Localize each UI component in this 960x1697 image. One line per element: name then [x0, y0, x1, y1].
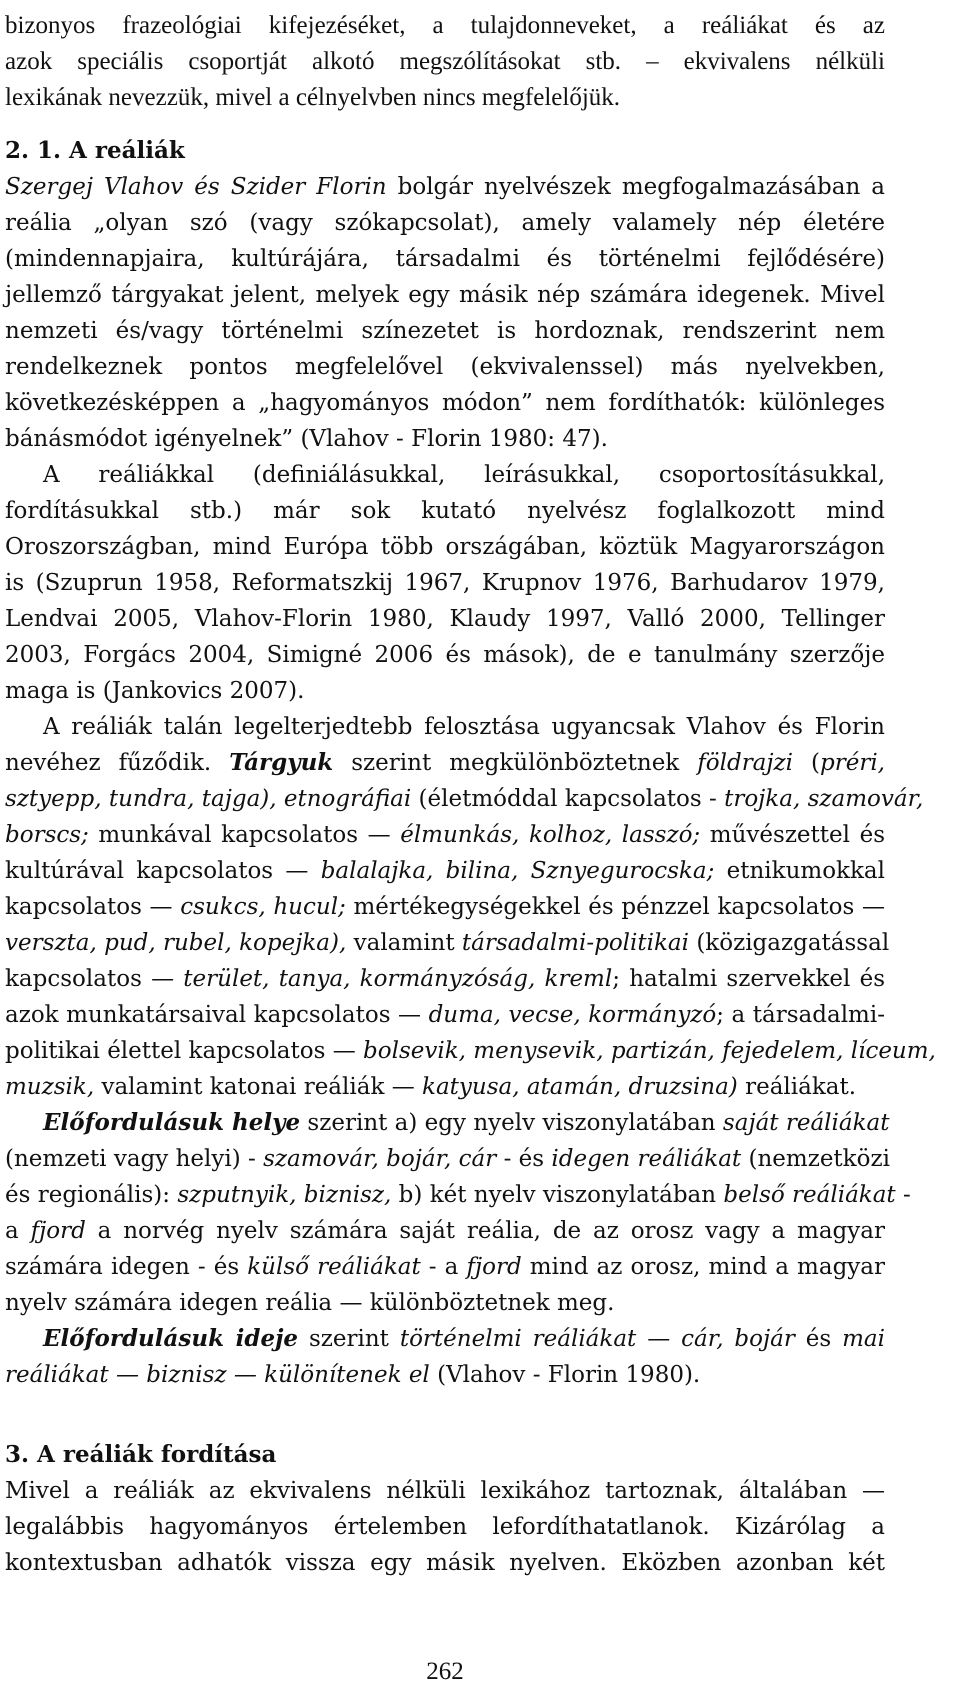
p4-line-5 — [5, 1249, 885, 1285]
term-elofordulasuk-helye: Előfordulásuk helye — [43, 1109, 301, 1136]
p3-l7c: társadalmi-politikai — [461, 930, 690, 956]
p4-l2b: szamovár, bojár, cár — [263, 1146, 497, 1172]
intro-line-3: lexikának nevezzük, mivel a célnyelvben nincs megfelelőjük. — [5, 84, 621, 111]
p2-line-3: Oroszországban, mind Európa több országában, köztük Magyarországon — [5, 534, 885, 560]
p1-line-1-rest: bolgár nyelvészek megfogalmazásában a — [386, 174, 885, 200]
p3-line-4 — [5, 817, 885, 853]
p1-line-2: reália „olyan szó (vagy szókapcsolat), amely valamely nép életére — [5, 210, 885, 236]
p5-line-1 — [5, 1321, 885, 1357]
p3-l11a: muzsik, — [5, 1074, 95, 1100]
p3-l8c: ; hatalmi szervekkel és — [612, 966, 886, 992]
p3-l2f: préri, — [820, 750, 885, 776]
p3-l2a: nevéhez fűződik. — [5, 750, 230, 776]
p3-l9b: duma, vecse, kormányzó — [428, 1002, 717, 1028]
p3-line-2 — [5, 745, 885, 781]
p3-line-8 — [5, 961, 885, 997]
p4-l5d: fjord — [466, 1254, 522, 1280]
p1-line-5: nemzeti és/vagy történelmi színezetet is hordoznak, rendszerint nem — [5, 318, 885, 344]
p3-l8a: kapcsolatos — — [5, 966, 184, 992]
p4-l1b: szerint a) egy nyelv viszonylatában — [300, 1110, 723, 1136]
p5-l1e: mai — [842, 1326, 885, 1352]
s3-line-2: legalábbis hagyományos értelemben lefordíthatatlanok. Kizárólag a — [5, 1514, 885, 1540]
intro-line-2: azok speciális csoportját alkotó megszólításokat stb. – ekvivalens nélküli — [5, 48, 885, 75]
p4-l5b: külső reáliákat — [247, 1254, 421, 1280]
p3-l4a: borscs; — [5, 822, 89, 848]
p3-l11d: reáliákat. — [737, 1074, 857, 1100]
section-heading-3: 3. A reáliák fordítása — [5, 1441, 277, 1468]
p3-l4b: munkával kapcsolatos — — [88, 822, 401, 848]
p4-line-4 — [5, 1213, 885, 1249]
p4-l5a: számára idegen - és — [5, 1254, 248, 1280]
p4-l3b: szputnyik, biznisz, — [177, 1182, 392, 1208]
p5-l2a: reáliákat — biznisz — különítenek el — [5, 1362, 430, 1388]
section-heading-2-1: 2. 1. A reáliák — [5, 137, 185, 164]
p4-l4c: a norvég nyelv számára saját reália, de az orosz vagy a magyar — [85, 1218, 885, 1244]
p2-line-5: Lendvai 2005, Vlahov-Florin 1980, Klaudy 1997, Valló 2000, Tellinger — [5, 606, 885, 632]
p2-line-4: is (Szuprun 1958, Reformatszkij 1967, Krupnov 1976, Barhudarov 1979, — [5, 570, 885, 596]
p3-l3c: trojka, szamovár, — [724, 786, 924, 812]
p1-line-6: rendelkeznek pontos megfelelővel (ekvivalenssel) más nyelvekben, — [5, 354, 885, 380]
p3-l2c: szerint megkülönböztetnek — [333, 750, 698, 776]
s3-line-3: kontextusban adhatók vissza egy másik nyelven. Eközben azonban két — [5, 1550, 885, 1576]
p1-line-1 — [5, 169, 885, 205]
p3-l3a: sztyepp, tundra, tajga), etnográfiai — [5, 786, 412, 812]
term-elofordulasuk-ideje: Előfordulásuk ideje — [43, 1325, 299, 1352]
p1-line-8: bánásmódot igényelnek” (Vlahov - Florin 1980: 47). — [5, 426, 608, 452]
p3-l6b: csukcs, hucul; — [180, 894, 346, 920]
p3-l11c: katyusa, atamán, druzsina) — [422, 1074, 738, 1100]
p5-l1b: szerint — [298, 1326, 400, 1352]
p2-line-6: 2003, Forgács 2004, Simigné 2006 és mások), de e tanulmány szerzője — [5, 642, 885, 668]
p3-l6a: kapcsolatos — — [5, 894, 181, 920]
p5-l1d: és — [794, 1326, 843, 1352]
p4-l5c: - a — [420, 1254, 467, 1280]
s3-line-1: Mivel a reáliák az ekvivalens nélküli lexikához tartoznak, általában — — [5, 1478, 885, 1504]
p4-l3c: b) két nyelv viszonylatában — [391, 1182, 724, 1208]
p3-l8b: terület, tanya, kormányzóság, kreml — [183, 966, 613, 992]
p3-l10a: politikai élettel kapcsolatos — — [5, 1038, 364, 1064]
p4-l3e: - — [895, 1182, 911, 1208]
intro-line-1: bizonyos frazeológiai kifejezéséket, a tulajdonneveket, a reáliákat és az — [5, 12, 885, 39]
p3-line-9 — [5, 997, 885, 1033]
p3-l5a: kultúrával kapcsolatos — — [5, 858, 321, 884]
p4-line-2 — [5, 1141, 890, 1177]
p3-l4d: művészettel és — [700, 822, 886, 848]
p3-line-5 — [5, 853, 885, 889]
p3-line-3 — [5, 781, 924, 817]
p1-line-3: (mindennapjaira, kultúrájára, társadalmi és történelmi fejlődésére) — [5, 246, 885, 272]
p3-l9a: azok munkatársaival kapcsolatos — — [5, 1002, 429, 1028]
p3-l2e: ( — [793, 750, 820, 776]
p4-line-1 — [5, 1105, 890, 1141]
p4-l5e: mind az orosz, mind a magyar — [521, 1254, 886, 1280]
p4-line-6: nyelv számára idegen reália — különböztetnek meg. — [5, 1290, 615, 1316]
p2-line-2: fordításukkal stb.) már sok kutató nyelvész foglalkozott mind — [5, 498, 885, 524]
p3-l6c: mértékegységekkel és pénzzel kapcsolatos — — [345, 894, 885, 920]
p4-l2c: - és — [496, 1146, 552, 1172]
term-targyuk: Tárgyuk — [229, 749, 334, 776]
p1-authors: Szergej Vlahov és Szider Florin — [5, 174, 387, 200]
p4-line-3 — [5, 1177, 911, 1213]
p3-l4c: élmunkás, kolhoz, lasszó; — [400, 822, 701, 848]
p4-l1c: saját reáliákat — [722, 1110, 890, 1136]
p3-line-1: A reáliák talán legelterjedtebb felosztása ugyancsak Vlahov és Florin — [43, 714, 885, 740]
p3-l7b: valamint — [346, 930, 462, 956]
p1-line-4: jellemző tárgyakat jelent, melyek egy másik nép számára idegenek. Mivel — [5, 282, 885, 308]
p3-line-10 — [5, 1033, 936, 1069]
p4-l4b: fjord — [30, 1218, 86, 1244]
p5-l1c: történelmi reáliákat — cár, bojár — [399, 1326, 795, 1352]
p3-l5b: balalajka, bilina, Sznyegurocska; — [320, 858, 715, 884]
p3-line-7 — [5, 925, 890, 961]
p3-line-11 — [5, 1069, 885, 1105]
page-number: 262 — [426, 1658, 464, 1685]
p4-l3d: belső reáliákat — [723, 1182, 896, 1208]
p3-l3b: (életmóddal kapcsolatos - — [411, 786, 725, 812]
p5-l2b: (Vlahov - Florin 1980). — [429, 1362, 701, 1388]
p4-l2d: idegen reáliákat — [551, 1146, 742, 1172]
p3-l7d: (közigazgatással — [689, 930, 890, 956]
p3-l5c: etnikumokkal — [714, 858, 885, 884]
p4-l3a: és regionális): — [5, 1182, 178, 1208]
p3-line-6 — [5, 889, 885, 925]
p4-l4a: a — [5, 1218, 31, 1244]
p1-line-7: következésképpen a „hagyományos módon” nem fordíthatók: különleges — [5, 390, 885, 416]
p4-l2a: (nemzeti vagy helyi) - — [5, 1146, 264, 1172]
p5-line-2 — [5, 1357, 885, 1393]
p3-l10b: bolsevik, menysevik, partizán, fejedelem, líceum, — [363, 1038, 936, 1064]
p3-l11b: valamint katonai reáliák — — [94, 1074, 423, 1100]
p3-l2d: földrajzi — [697, 750, 794, 776]
p3-l9c: ; a társadalmi- — [716, 1002, 885, 1028]
p2-line-7: maga is (Jankovics 2007). — [5, 678, 305, 704]
p2-line-1: A reáliákkal (definiálásukkal, leírásukkal, csoportosításukkal, — [43, 462, 885, 488]
p3-l7a: verszta, pud, rubel, kopejka), — [5, 930, 347, 956]
p4-l2e: (nemzetközi — [741, 1146, 890, 1172]
